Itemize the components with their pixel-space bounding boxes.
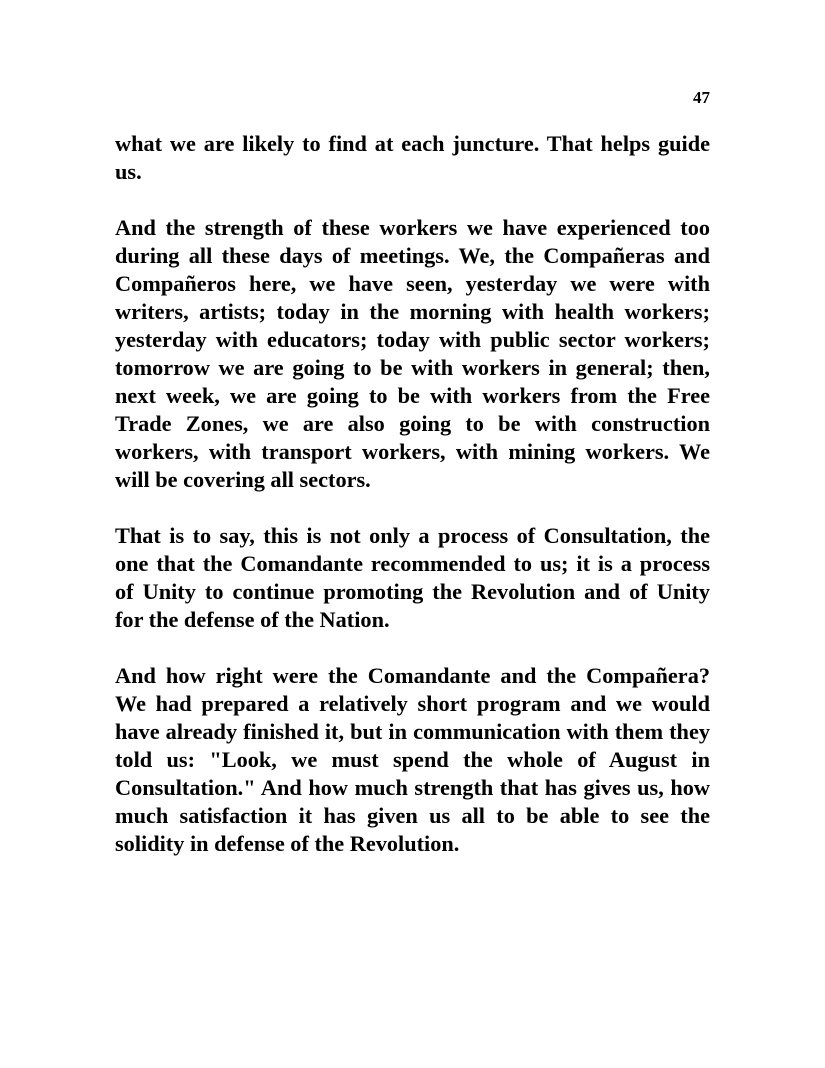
paragraph-4: And how right were the Comandante and the Compañera? We had prepared a relatively short program and we would have already finished it, but in communication with them they told us: "Look, we must spend the whole of August in Consultation." And how much strength that has gives us, how much satisfaction it has given us all to be able to see the solidity in defense of the Revolution.: [115, 663, 710, 856]
page-number: 47: [693, 88, 710, 107]
paragraph-3: That is to say, this is not only a process of Consultation, the one that the Comandante recommended to us; it is a process of Unity to continue promoting the Revolution and of Unity for the defense of the Nation.: [115, 523, 710, 632]
paragraph-2: And the strength of these workers we have experienced too during all these days of meetings. We, the Compañeras and Compañeros here, we have seen, yesterday we were with writers, artists; today in the morning with health workers; yesterday with educators; today with public sector workers; tomorrow we are going to be with workers in general; then, next week, we are going to be with workers from the Free Trade Zones, we are also going to be with construction workers, with transport workers, with mining workers. We will be covering all sectors.: [115, 215, 710, 492]
paragraph-1: what we are likely to find at each juncture. That helps guide us.: [115, 131, 710, 184]
body-text: [115, 130, 710, 886]
